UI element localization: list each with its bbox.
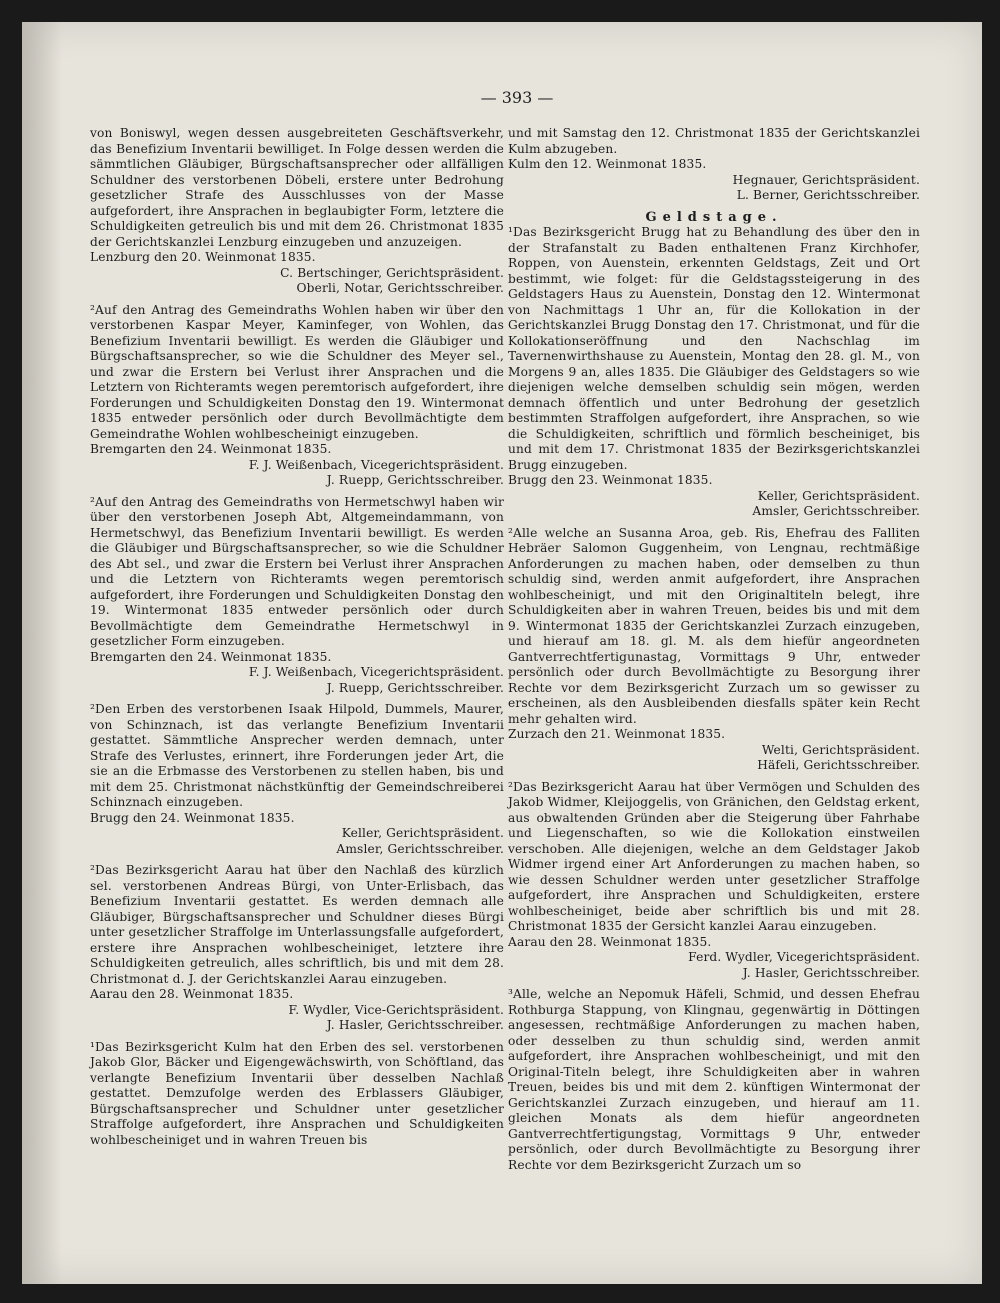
notice-place-date: Zurzach den 21. Weinmonat 1835. <box>508 727 726 741</box>
notice-text: ²Auf den Antrag des Gemeindraths Wohlen haben wir über den verstorbenen Kaspar Meyer, Kaminfeger, von Wohlen, das Benefizium Inventarii bewilligt. Es werden die Gläubiger und Bürgschaftsansprecher, so wie die Schuldner des Meyer sel., und zwar die Erstern bei Verlust ihrer Ansprachen und die Letztern von Richteramts wegen peremtorisch aufgefordert, ihre Forderungen und Schuldigkeiten Donstag den 19. Wintermonat 1835 entweder persönlich oder durch Bevollmächtigte dem Gemeindrathe Wohlen wohlbescheinigt einzugeben. <box>90 302 504 441</box>
notice-entry <box>90 1040 504 1149</box>
notice-text: ²Das Bezirksgericht Aarau hat über Vermögen und Schulden des Jakob Widmer, Kleijoggelis, von Gränichen, den Geldstag erkent, aus obwaltenden Gründen aber die Steigerung über Fahrhabe und Liegenschaften, so wie die Kollokation einstweilen verschoben. Alle diejenigen, welche an dem Geldstager Jakob Widmer irgend einer Art Anforderungen zu machen haben, so wie dessen Schuldner werden unter gesetzlicher Straffolge aufgefordert, ihre Ansprachen und Schuldigkeiten, erstere wohlbescheiniget, beide aber schriftlich bis und mit 28. Christmonat 1835 der Gersicht kanzlei Aarau einzugeben. <box>508 779 920 933</box>
notice-signature: J. Hasler, Gerichtsschreiber. <box>742 965 920 980</box>
notice-text: ¹Das Bezirksgericht Kulm hat den Erben des sel. verstorbenen Jakob Glor, Bäcker und Eigengewächswirth, von Schöftland, das verlangte Benefizium Inventarii über desselben Nachlaß gestattet. Demzufolge werden des Erblassers Gläubiger, Bürgschaftsansprecher und Schuldner unter gesetzlicher Straffolge aufgefordert, ihre Ansprachen und Schuldigkeiten wohlbescheiniget und in wahren Treuen bis <box>90 1039 504 1147</box>
notice-signature: Welti, Gerichtspräsident. <box>761 742 920 757</box>
left-column <box>90 126 504 1154</box>
notice-signature: F. J. Weißenbach, Vicegerichtspräsident. <box>248 457 504 472</box>
page-number: — 393 — <box>480 88 554 107</box>
notice-signature: Amsler, Gerichtsschreiber. <box>752 504 920 518</box>
notice-signature: F. J. Weißenbach, Vicegerichtspräsident. <box>248 665 504 679</box>
notice-place-date: Brugg den 23. Weinmonat 1835. <box>508 473 713 487</box>
right-column <box>508 126 920 1179</box>
notice-entry <box>508 780 920 982</box>
notice-place-date: Kulm den 12. Weinmonat 1835. <box>508 157 707 171</box>
notice-signature: J. Hasler, Gerichtsschreiber. <box>326 1018 504 1032</box>
notice-signature: J. Ruepp, Gerichtsschreiber. <box>326 473 504 487</box>
newspaper-page <box>22 22 982 1284</box>
notice-entry <box>90 126 504 297</box>
notice-text: ²Auf den Antrag des Gemeindraths von Hermetschwyl haben wir über den verstorbenen Joseph Abt, Altgemeindammann, von Hermetschwyl, das Benefizium Inventarii bewilligt. Es werden die Gläubiger und Bürgschaftsansprecher, so wie die Schuldner des Abt sel., und zwar die Erstern bei Verlust ihrer Ansprachen und die Letztern von Richteramts wegen peremtorisch aufgefordert, ihre Forderungen und Schuldigkeiten Donstag den 19. Wintermonat 1835 entweder persönlich oder durch Bevollmächtigte dem Gemeindrathe Hermetschwyl in gesetzlicher Form einzugeben. <box>90 494 504 648</box>
notice-text: von Boniswyl, wegen dessen ausgebreiteten Geschäftsverkehr, das Benefizium Inventarii bewilliget. In Folge dessen werden die sämmtlichen Gläubiger, Bürgschaftsansprecher oder allfälligen Schuldner des verstorbenen Döbeli, erstere unter Bedrohung gesetzlicher Strafe des Ausschlusses von der Masse aufgefordert, ihre Ansprachen in beglaubigter Form, letztere die Schuldigkeiten getreulich bis und mit dem 26. Christmonat 1835 der Gerichtskanzlei Lenzburg einzugeben und anzuzeigen. <box>90 126 504 249</box>
notice-entry <box>508 526 920 774</box>
notice-text: ³Alle, welche an Nepomuk Häfeli, Schmid, und dessen Ehefrau Rothburga Stappung, von Klingnau, gegenwärtig in Döttingen angesessen, rechtmäßige Anforderungen zu machen haben, oder desselben zu thun schuldig sind, werden anmit aufgefordert, ihre Ansprachen wohlbescheinigt, und mit den Original-Titeln belegt, ihre Schuldigkeiten aber in wahren Treuen, beides bis und mit dem 2. künftigen Wintermonat der Gerichtskanzlei Zurzach einzugeben, und hierauf am 11. gleichen Monats als dem hiefür angeordneten Gantverrechtfertigungstag, Vormittags 9 Uhr, entweder persönlich, oder durch Bevollmächtigte zu Besorgung ihrer Rechte vor dem Bezirksgericht Zurzach um so <box>508 987 920 1172</box>
notice-entry <box>90 303 504 489</box>
notice-signature: Ferd. Wydler, Vicegerichtspräsident. <box>688 950 920 964</box>
notice-text: ²Das Bezirksgericht Aarau hat über den Nachlaß des kürzlich sel. verstorbenen Andreas Bürgi, von Unter-Erlisbach, das Benefizium Inventarii gestattet. Es werden demnach alle Gläubiger, Bürgschaftsansprecher und Schuldner dieses Bürgi unter gesetzlicher Straffolge im Unterlassungsfalle aufgefordert, erstere ihre Ansprachen wohlbescheiniget, letztere ihre Schuldigkeiten getreulich, alles schriftlich, bis und mit dem 28. Christmonat d. J. der Gerichtskanzlei Aarau einzugeben. <box>90 863 504 986</box>
notice-entry <box>90 702 504 857</box>
section-heading: Geldstage. <box>645 209 783 225</box>
notice-signature: C. Bertschinger, Gerichtspräsident. <box>280 265 504 280</box>
notice-signature: Häfeli, Gerichtsschreiber. <box>757 758 920 772</box>
notice-signature: Keller, Gerichtspräsident. <box>757 488 920 503</box>
notice-signature: F. Wydler, Vice-Gerichtspräsident. <box>288 1002 504 1017</box>
notice-entry <box>508 225 920 520</box>
notice-place-date: Bremgarten den 24. Weinmonat 1835. <box>90 649 332 664</box>
notice-signature: Amsler, Gerichtsschreiber. <box>336 841 504 856</box>
notice-signature: J. Ruepp, Gerichtsschreiber. <box>326 680 504 695</box>
notice-place-date: Lenzburg den 20. Weinmonat 1835. <box>90 250 316 264</box>
notice-signature: Hegnauer, Gerichtspräsident. <box>732 172 920 187</box>
notice-place-date: Bremgarten den 24. Weinmonat 1835. <box>90 442 332 456</box>
notice-entry <box>90 863 504 1034</box>
notice-signature: Oberli, Notar, Gerichtsschreiber. <box>296 281 504 295</box>
notice-place-date: Brugg den 24. Weinmonat 1835. <box>90 810 295 825</box>
notice-text: ²Alle welche an Susanna Aroa, geb. Ris, Ehefrau des Falliten Hebräer Salomon Guggenheim, von Lengnau, rechtmäßige Anforderungen zu machen haben, oder demselben zu thun schuldig sind, werden anmit aufgefordert, ihre Ansprachen wohlbescheinigt, und mit den Originaltiteln belegt, ihre Schuldigkeiten aber in wahren Treuen, beides bis und mit dem 9. Wintermonat 1835 der Gerichtskanzlei Zurzach einzugeben, und hierauf am 18. gl. M. als dem hiefür angeordneten Gantverrechtfertigunastag, Vormittags 9 Uhr, entweder persönlich oder durch Bevollmächtigte zu Besorgung ihrer Rechte vor dem Bezirksgericht Zurzach um so gewisser zu erscheinen, als den Ausbleibenden diesfalls später kein Recht mehr gehalten wird. <box>508 525 920 726</box>
binding-shadow <box>22 22 62 1284</box>
notice-place-date: Aarau den 28. Weinmonat 1835. <box>508 934 712 949</box>
notice-text: und mit Samstag den 12. Christmonat 1835 der Gerichtskanzlei Kulm abzugeben. <box>508 126 920 156</box>
notice-entry-continued <box>508 126 920 204</box>
notice-signature: L. Berner, Gerichtsschreiber. <box>736 188 920 202</box>
notice-text: ¹Das Bezirksgericht Brugg hat zu Behandlung des über den in der Strafanstalt zu Baden enthaltenen Franz Kirchhofer, Roppen, von Auenstein, erkennten Geldstags, Zeit und Ort bestimmt, wie folget: für die Geldstagssteigerung in des Geldstagers Haus zu Auenstein, Donstag den 12. Wintermonat von Nachmittags 1 Uhr an, für die Kollokation in der Gerichtskanzlei Brugg Donstag den 17. Christmonat, und für die Kollokationseröffnung und den Nachschlag im Tavernenwirthshause zu Auenstein, Montag den 28. gl. M., von Morgens 9 an, alles 1835. Die Gläubiger des Geldstagers so wie diejenigen welche demselben schuldig sein mögen, werden demnach öffentlich und unter Bedrohung der gesetzlich bestimmten Straffolgen aufgefordert, ihre Ansprachen, so wie die Schuldigkeiten, schriftlich und förmlich bescheiniget, bis und mit dem 17. Christmonat 1835 der Bezirksgerichtskanzlei Brugg einzugeben. <box>508 225 920 472</box>
notice-signature: Keller, Gerichtspräsident. <box>341 826 504 840</box>
notice-entry <box>508 987 920 1173</box>
notice-place-date: Aarau den 28. Weinmonat 1835. <box>90 987 294 1001</box>
notice-entry <box>90 495 504 697</box>
notice-text: ²Den Erben des verstorbenen Isaak Hilpold, Dummels, Maurer, von Schinznach, ist das verlangte Benefizium Inventarii gestattet. Sämmtliche Ansprecher werden demnach, unter Strafe des Verlustes, erinnert, ihre Forderungen jeder Art, die sie an die Erbmasse des Verstorbenen zu stellen haben, bis und mit dem 25. Christmonat nächstkünftig der Gemeindschreiberei Schinznach einzugeben. <box>90 702 504 809</box>
